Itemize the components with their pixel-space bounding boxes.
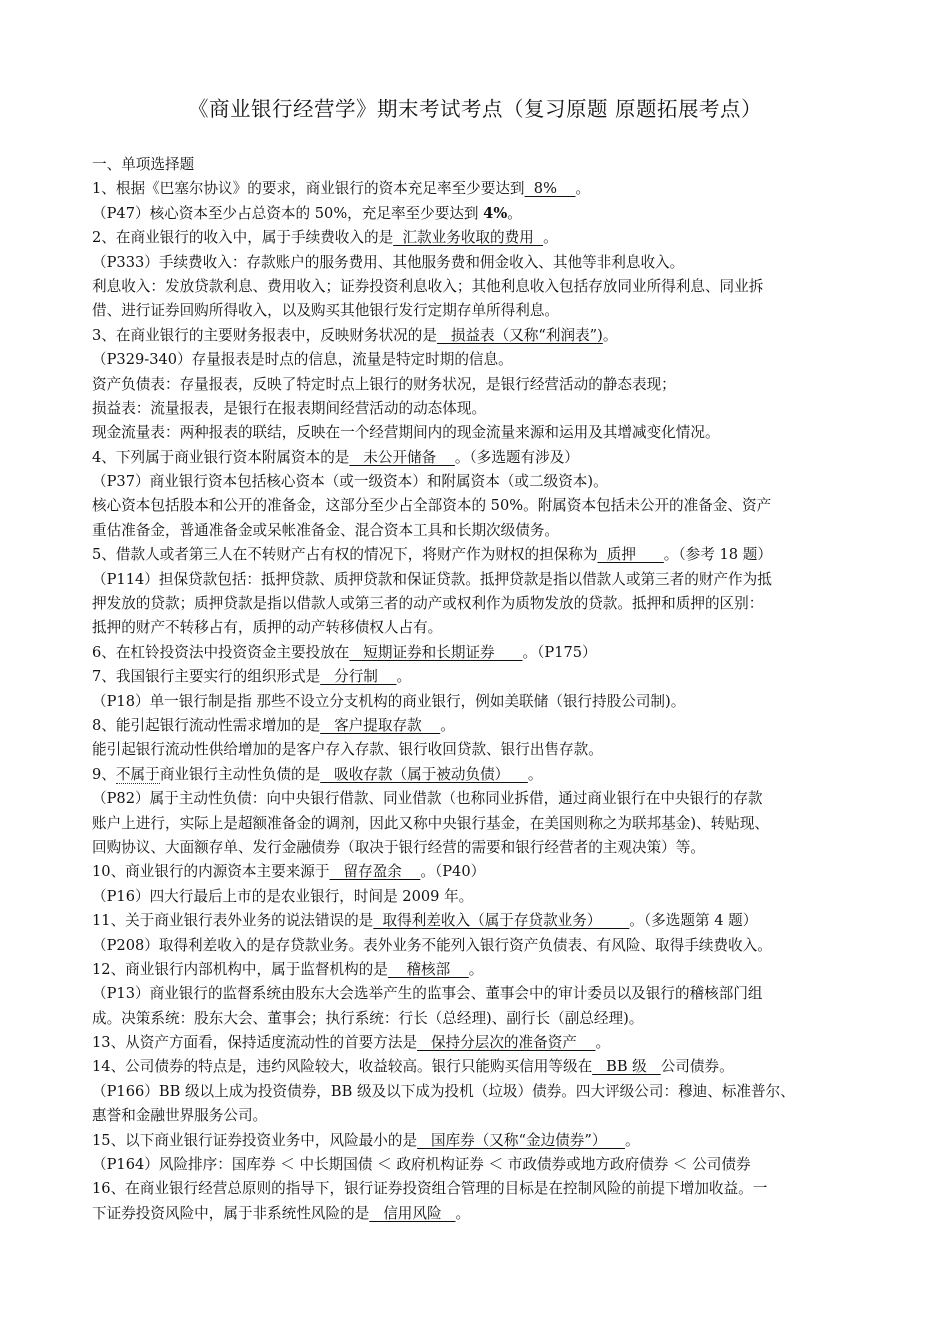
note-line: （P166）BB 级以上成为投资债券，BB 级及以下成为投机（垃圾）债券。四大评级公司：穆迪、标准普尔、 — [92, 1082, 795, 1100]
note-line: 惠誉和金融世界服务公司。 — [92, 1107, 268, 1125]
note-line: 损益表：流量报表，是银行在报表期间经营活动的动态体现。 — [92, 399, 487, 417]
bold-value: 4% — [483, 204, 508, 222]
answer-blank: 保持分层次的准备资产 — [417, 1034, 596, 1052]
note-line: （P333）手续费收入：存款账户的服务费用、其他服务费和佣金收入、其他等非利息收入。 — [92, 253, 685, 271]
question-line: 1、根据《巴塞尔协议》的要求，商业银行的资本充足率至少要达到 8% 。 — [92, 180, 591, 198]
question-line: 16、在商业银行经营总原则的指导下，银行证券投资组合管理的目标是在控制风险的前提下增加收益。一 — [92, 1180, 768, 1198]
answer-blank: BB 级 — [592, 1058, 661, 1076]
answer-blank: 损益表（又称“利润表”) — [436, 326, 603, 344]
note-line: （P18）单一银行制是指 那些不设立分支机构的商业银行，例如美联储（银行持股公司制)。 — [92, 692, 686, 710]
note-line: （P47）核心资本至少占总资本的 50%，充足率至少要达到 4%。 — [92, 204, 522, 222]
note-line: 利息收入：发放贷款利息、费用收入；证券投资利息收入；其他利息收入包括存放同业所得利息、同业拆 — [92, 277, 764, 295]
note-line: （P208）取得利差收入的是存贷款业务。表外业务不能列入银行资产负债表、有风险、取得手续费收入。 — [92, 936, 772, 954]
answer-blank: 客户提取存款 — [320, 716, 441, 734]
note-line: 现金流量表：两种报表的联结，反映在一个经营期间内的现金流量来源和运用及其增减变化情况。 — [92, 424, 720, 442]
question-line: 2、在商业银行的收入中，属于手续费收入的是 汇款业务收取的费用 。 — [92, 229, 558, 247]
question-line: 10、商业银行的内源资本主要来源于 留存盈余 。（P40） — [92, 863, 486, 881]
note-line: 能引起银行流动性供给增加的是客户存入存款、银行收回贷款、银行出售存款。 — [92, 741, 603, 759]
question-line: 4、下列属于商业银行资本附属资本的是 未公开储备 。（多选题有涉及） — [92, 448, 579, 466]
question-line: 3、在商业银行的主要财务报表中，反映财务状况的是 损益表（又称“利润表”)。 — [92, 326, 618, 344]
question-line: 7、我国银行主要实行的组织形式是 分行制 。 — [92, 668, 412, 686]
note-line: 账户上进行，实际上是超额准备金的调剂，因此又称中央银行基金，在美国则称之为联邦基金)、转贴现、 — [92, 814, 770, 832]
note-line: 资产负债表：存量报表，反映了特定时点上银行的财务状况，是银行经营活动的静态表现； — [92, 375, 676, 393]
note-line: 核心资本包括股本和公开的准备金，这部分至少占全部资本的 50%。附属资本包括未公开的准备金、资产 — [92, 497, 772, 515]
note-line: （P82）属于主动性负债：向中央银行借款、同业借款（也称同业拆借，通过商业银行在中央银行的存款 — [92, 790, 763, 808]
note-line: （P114）担保贷款包括：抵押贷款、质押贷款和保证贷款。抵押贷款是指以借款人或第三者的财产作为抵 — [92, 570, 772, 588]
question-line: 12、商业银行内部机构中，属于监督机构的是 稽核部 。 — [92, 960, 484, 978]
document-body — [92, 153, 865, 1226]
note-line: 成。决策系统：股东大会、董事会；执行系统：行长（总经理)、副行长（副总经理)。 — [92, 1009, 644, 1027]
question-line: 15、以下商业银行证券投资业务中，风险最小的是 国库券（又称“金边债券”） 。 — [92, 1131, 640, 1149]
question-line: 14、公司债券的特点是，违约风险较大，收益较高。银行只能购买信用等级在 BB 级 公司债券。 — [92, 1058, 734, 1076]
answer-blank: 8% — [524, 180, 576, 198]
note-line: （P13）商业银行的监督系统由股东大会选举产生的监事会、董事会中的审计委员以及银行的稽核部门组 — [92, 985, 763, 1003]
note-line: 回购协议、大面额存单、发行金融债券（取决于银行经营的需要和银行经营者的主观决策）等。 — [92, 838, 705, 856]
note-line: （P164）风险排序：国库券 ＜ 中长期国债 ＜ 政府机构证券 ＜ 市政债券或地方政府债券 ＜ 公司债券 — [92, 1156, 751, 1174]
note-line: 押发放的贷款；质押贷款是指以借款人或第三者的动产或权利作为质物发放的贷款。抵押和质押的区别： — [92, 595, 764, 613]
section-heading: 一、单项选择题 — [92, 156, 195, 173]
question-line: 6、在杠铃投资法中投资资金主要投放在 短期证券和长期证券 。（P175） — [92, 643, 597, 661]
note-line: （P329-340）存量报表是时点的信息，流量是特定时期的信息。 — [92, 351, 513, 369]
note-line: 重估准备金，普通准备金或呆帐准备金、混合资本工具和长期次级债务。 — [92, 521, 560, 539]
answer-blank: 分行制 — [320, 668, 397, 686]
question-line: 11、关于商业银行表外业务的说法错误的是 取得利差收入（属于存贷款业务） 。（多选题第 4 题） — [92, 912, 758, 930]
answer-blank: 吸收存款（属于被动负债） — [320, 765, 528, 783]
question-line: 13、从资产方面看，保持适度流动性的首要方法是 保持分层次的准备资产 。 — [92, 1034, 611, 1052]
note-line: 抵押的财产不转移占有，质押的动产转移债权人占有。 — [92, 619, 443, 637]
question-line: 5、借款人或者第三人在不转财产占有权的情况下，将财产作为财权的担保称为 质押 。（参考 18 题） — [92, 546, 772, 564]
answer-blank: 短期证券和长期证券 — [349, 643, 523, 661]
page-title: 《商业银行经营学》期末考试考点（复习原题 原题拓展考点） — [187, 97, 762, 121]
answer-blank: 信用风险 — [369, 1204, 456, 1222]
note-line: （P16）四大行最后上市的是农业银行，时间是 2009 年。 — [92, 887, 474, 905]
answer-blank: 取得利差收入（属于存贷款业务） — [373, 912, 630, 930]
question-line: 8、能引起银行流动性需求增加的是 客户提取存款 。 — [92, 716, 455, 734]
answer-blank: 稽核部 — [387, 960, 469, 978]
question-line: 9、不属于商业银行主动性负债的是 吸收存款（属于被动负债） 。 — [92, 765, 543, 783]
answer-blank: 未公开储备 — [349, 448, 455, 466]
answer-blank: 国库券（又称“金边债券”） — [417, 1131, 625, 1149]
emphasis-text: 不属于 — [115, 765, 160, 783]
answer-blank: 质押 — [597, 546, 664, 564]
note-line: （P37）商业银行资本包括核心资本（或一级资本）和附属资本（或二级资本)。 — [92, 473, 608, 491]
question-line: 下证券投资风险中，属于非系统性风险的是 信用风险 。 — [92, 1204, 471, 1222]
answer-blank: 汇款业务收取的费用 — [393, 229, 544, 247]
note-line: 借、进行证券回购所得收入，以及购买其他银行发行定期存单所得利息。 — [92, 302, 560, 320]
answer-blank: 留存盈余 — [329, 863, 421, 881]
